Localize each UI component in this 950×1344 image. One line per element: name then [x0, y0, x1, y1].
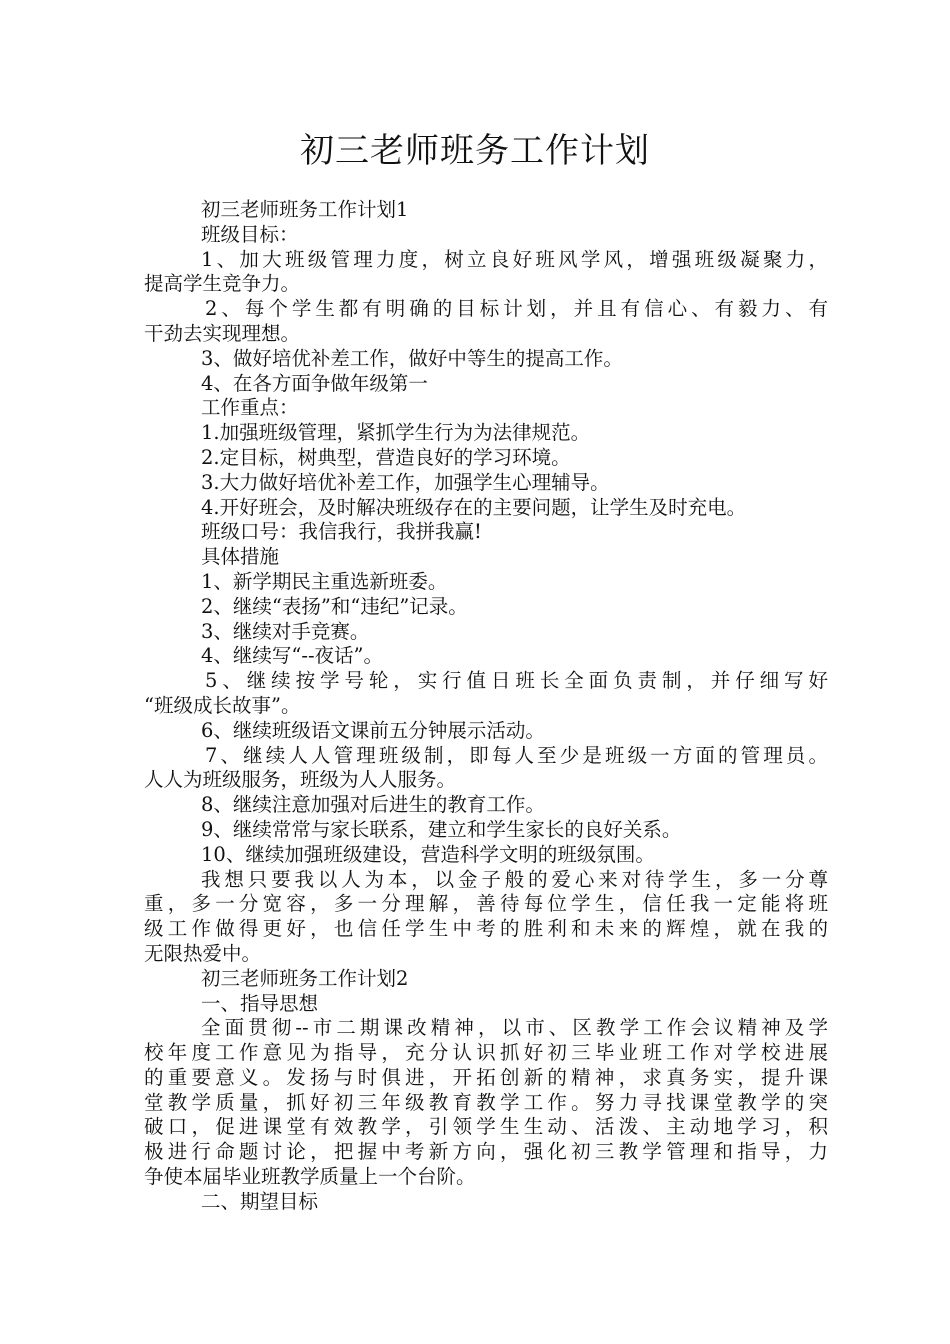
- paragraph-line: 4、继续写“--夜话”。: [201, 644, 384, 668]
- section-heading-plan-2: 初三老师班务工作计划2: [201, 966, 409, 990]
- paragraph-line: 1、加大班级管理力度，树立良好班风学风，增强班级凝聚力，: [201, 247, 828, 271]
- subheading-measures: 具体措施: [201, 545, 280, 569]
- paragraph-line: 2、继续“表扬”和“违纪”记录。: [201, 594, 468, 618]
- paragraph-line: 人人为班级服务，班级为人人服务。: [144, 768, 457, 792]
- paragraph-line: 1、新学期民主重选新班委。: [201, 569, 448, 593]
- paragraph-line: 3、做好培优补差工作，做好中等生的提高工作。: [201, 346, 623, 370]
- paragraph-line: 3、继续对手竞赛。: [201, 619, 370, 643]
- paragraph-line: 2.定目标，树典型，营造良好的学习环境。: [201, 445, 571, 469]
- document-body: [144, 198, 828, 1215]
- paragraph-line: 4.开好班会，及时解决班级存在的主要问题，让学生及时充电。: [201, 495, 747, 519]
- paragraph-line: 争使本届毕业班教学质量上一个台阶。: [144, 1165, 476, 1189]
- paragraph-line: 4、在各方面争做年级第一: [201, 371, 428, 395]
- paragraph-line: 重，多一分宽容，多一分理解，善待每位学生，信任我一定能将班: [144, 892, 828, 916]
- class-slogan: 班级口号：我信我行，我拼我赢!: [201, 520, 482, 544]
- paragraph-line: 干劲去实现理想。: [144, 321, 301, 345]
- subheading-work-focus: 工作重点：: [201, 396, 299, 420]
- document-title: 初三老师班务工作计划: [300, 131, 650, 171]
- paragraph-line: 5、继续按学号轮，实行值日班长全面负责制，并仔细写好: [205, 669, 828, 693]
- section-heading-plan-1: 初三老师班务工作计划1: [201, 198, 409, 221]
- paragraph-line: “班级成长故事”。: [144, 693, 301, 717]
- paragraph-line: 7、继续人人管理班级制，即每人至少是班级一方面的管理员。: [205, 743, 828, 767]
- paragraph-line: 8、继续注意加强对后进生的教育工作。: [201, 793, 545, 817]
- paragraph-line: 级工作做得更好，也信任学生中考的胜利和未来的辉煌，就在我的: [144, 917, 828, 941]
- paragraph-line: 3.大力做好培优补差工作，加强学生心理辅导。: [201, 470, 610, 494]
- subheading-guiding-ideology: 一、指导思想: [201, 991, 319, 1015]
- paragraph-line: 提高学生竞争力。: [144, 272, 301, 296]
- paragraph-line: 极进行命题讨论，把握中考新方向，强化初三教学管理和指导，力: [144, 1140, 828, 1164]
- paragraph-line: 9、继续常常与家长联系，建立和学生家长的良好关系。: [201, 817, 682, 841]
- paragraph-line: 10、继续加强班级建设，营造科学文明的班级氛围。: [201, 842, 655, 866]
- paragraph-line: 1.加强班级管理，紧抓学生行为为法律规范。: [201, 421, 591, 445]
- subheading-expected-goals: 二、期望目标: [201, 1189, 319, 1213]
- paragraph-line: 6、继续班级语文课前五分钟展示活动。: [201, 718, 545, 742]
- paragraph-line: 全面贯彻--市二期课改精神，以市、区教学工作会议精神及学: [201, 1016, 828, 1040]
- paragraph-line: 的重要意义。发扬与时俱进，开拓创新的精神，求真务实，提升课: [144, 1065, 828, 1089]
- subheading-class-goals: 班级目标：: [201, 222, 299, 246]
- paragraph-line: 我想只要我以人为本，以金子般的爱心来对待学生，多一分尊: [201, 867, 828, 891]
- paragraph-line: 破口，促进课堂有效教学，引领学生生动、活泼、主动地学习，积: [144, 1115, 828, 1139]
- paragraph-line: 校年度工作意见为指导，充分认识抓好初三毕业班工作对学校进展: [144, 1041, 828, 1065]
- paragraph-line: 2、每个学生都有明确的目标计划，并且有信心、有毅力、有: [205, 297, 828, 321]
- paragraph-line: 堂教学质量，抓好初三年级教育教学工作。努力寻找课堂教学的突: [144, 1090, 828, 1114]
- paragraph-line: 无限热爱中。: [144, 941, 262, 965]
